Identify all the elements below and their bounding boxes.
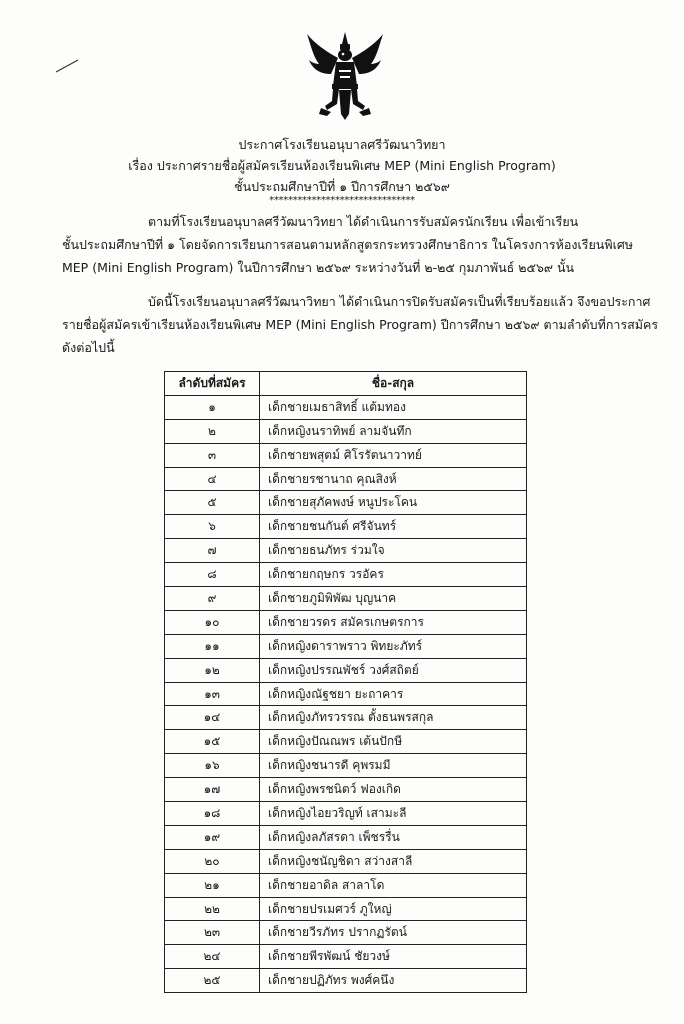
applicant-full-name: เด็กชายวรดร สมัครเกษตรการ [260,610,527,634]
applicant-order-number: ๕ [165,491,260,515]
garuda-emblem-icon [303,30,387,122]
applicant-table [164,371,527,993]
applicant-full-name: เด็กหญิงไอยวริญท์ เสามะลี [260,802,527,826]
paragraph-intro-line-3: MEP (Mini English Program) ในปีการศึกษา ๒๕๖๙ ระหว่างวันที่ ๒-๒๕ กุมภาพันธ์ ๒๕๖๙ นั้น [62,260,575,275]
table-row [165,419,527,443]
announcement-header [0,134,684,207]
applicant-order-number: ๑๕ [165,730,260,754]
applicant-order-number: ๗ [165,539,260,563]
table-row [165,730,527,754]
applicant-full-name: เด็กชายปฏิภัทร พงศ์คนึง [260,969,527,993]
paragraph-intro-line-1: ตามที่โรงเรียนอนุบาลศรีวัฒนาวิทยา ได้ดำเนินการรับสมัครนักเรียน เพื่อเข้าเรียน [148,214,579,229]
table-row [165,467,527,491]
applicant-order-number: ๑๓ [165,682,260,706]
applicant-full-name: เด็กหญิงชนัญชิดา สว่างสาลี [260,849,527,873]
table-row [165,969,527,993]
applicant-order-number: ๖ [165,515,260,539]
table-row [165,802,527,826]
applicant-full-name: เด็กชายรชานาถ คุณสิงห์ [260,467,527,491]
table-row [165,945,527,969]
applicant-order-number: ๑๗ [165,778,260,802]
applicant-full-name: เด็กหญิงลภัสรดา เพ็ชรรื่น [260,825,527,849]
applicant-order-number: ๑๑ [165,634,260,658]
applicant-order-number: ๑๘ [165,802,260,826]
applicant-full-name: เด็กชายปรเมศวร์ ภูใหญ่ [260,897,527,921]
paragraph-announcement [62,290,659,359]
applicant-order-number: ๒๒ [165,897,260,921]
paragraph-announcement-line-2: รายชื่อผู้สมัครเข้าเรียนห้องเรียนพิเศษ MEP (Mini English Program) ปีการศึกษา ๒๕๖๙ ตามลำดับที่การสมัคร [62,317,659,332]
paragraph-intro [62,210,642,279]
applicant-order-number: ๒๐ [165,849,260,873]
table-row [165,754,527,778]
applicant-order-number: ๒๔ [165,945,260,969]
table-row [165,587,527,611]
table-row [165,778,527,802]
pen-stroke-mark [54,58,80,74]
table-row [165,443,527,467]
table-row [165,849,527,873]
applicant-full-name: เด็กหญิงภัทรวรรณ ตั้งธนพรสกุล [260,706,527,730]
table-row [165,682,527,706]
applicant-order-number: ๑๖ [165,754,260,778]
announcement-grade-year: ชั้นประถมศึกษาปีที่ ๑ ปีการศึกษา ๒๕๖๙ [234,179,450,194]
applicant-order-number: ๘ [165,563,260,587]
applicant-full-name: เด็กหญิงปัณณพร เต้นปักษี [260,730,527,754]
table-row [165,825,527,849]
applicant-full-name: เด็กชายเมธาสิทธิ์ แต้มทอง [260,395,527,419]
table-row [165,515,527,539]
applicant-full-name: เด็กชายสุภัคพงษ์ หนูประโคน [260,491,527,515]
applicant-full-name: เด็กชายธนภัทร ร่วมใจ [260,539,527,563]
applicant-order-number: ๒๓ [165,921,260,945]
applicant-full-name: เด็กหญิงณัฐชยา ยะถาคาร [260,682,527,706]
table-row [165,897,527,921]
applicant-full-name: เด็กชายอาดิล สาลาโด [260,873,527,897]
applicant-full-name: เด็กหญิงดาราพราว พิทยะภัทร์ [260,634,527,658]
announcement-subject: เรื่อง ประกาศรายชื่อผู้สมัครเรียนห้องเรียนพิเศษ MEP (Mini English Program) [128,158,556,173]
announcement-title: ประกาศโรงเรียนอนุบาลศรีวัฒนาวิทยา [238,137,446,152]
applicant-order-number: ๒ [165,419,260,443]
applicant-order-number: ๔ [165,467,260,491]
table-header-row [165,372,527,396]
applicant-order-number: ๒๑ [165,873,260,897]
applicant-full-name: เด็กชายภูมิพิพัฒ บุญนาค [260,587,527,611]
table-row [165,491,527,515]
applicant-full-name: เด็กหญิงพรชนิตว์ ฟองเกิด [260,778,527,802]
applicant-full-name: เด็กหญิงชนารดี คุพรมมี [260,754,527,778]
table-row [165,395,527,419]
applicant-full-name: เด็กหญิงปรรณพัชร์ วงศ์สถิตย์ [260,658,527,682]
applicant-full-name: เด็กชายวีรภัทร ปรากฏรัตน์ [260,921,527,945]
table-body [165,395,527,992]
applicant-order-number: ๙ [165,587,260,611]
applicant-full-name: เด็กชายชนกันต์ ศรีจันทร์ [260,515,527,539]
applicant-order-number: ๑๔ [165,706,260,730]
applicant-order-number: ๓ [165,443,260,467]
table-row [165,873,527,897]
paragraph-announcement-line-3: ดังต่อไปนี้ [62,340,115,355]
table-row [165,563,527,587]
table-row [165,539,527,563]
column-header-name: ชื่อ-สกุล [260,372,527,396]
table-row [165,706,527,730]
applicant-full-name: เด็กหญิงนราทิพย์ ลามจันทึก [260,419,527,443]
applicant-full-name: เด็กชายพสุตม์ ศิโรรัตนาวาทย์ [260,443,527,467]
header-divider: ******************************* [269,195,415,206]
applicant-full-name: เด็กชายกฤษกร วรอัคร [260,563,527,587]
applicant-order-number: ๑๐ [165,610,260,634]
applicant-order-number: ๒๕ [165,969,260,993]
table-row [165,610,527,634]
paragraph-announcement-line-1: บัดนี้โรงเรียนอนุบาลศรีวัฒนาวิทยา ได้ดำเนินการปิดรับสมัครเป็นที่เรียบร้อยแล้ว จึงขอประกาศ [148,294,651,309]
applicant-order-number: ๑ [165,395,260,419]
table-row [165,921,527,945]
table-row [165,658,527,682]
applicant-order-number: ๑๒ [165,658,260,682]
applicant-full-name: เด็กชายพีรพัฒน์ ชัยวงษ์ [260,945,527,969]
applicant-order-number: ๑๙ [165,825,260,849]
column-header-order: ลำดับที่สมัคร [165,372,260,396]
paragraph-intro-line-2: ชั้นประถมศึกษาปีที่ ๑ โดยจัดการเรียนการสอนตามหลักสูตรกระทรวงศึกษาธิการ ในโครงการห้องเรียนพิเศษ [62,237,634,252]
table-row [165,634,527,658]
